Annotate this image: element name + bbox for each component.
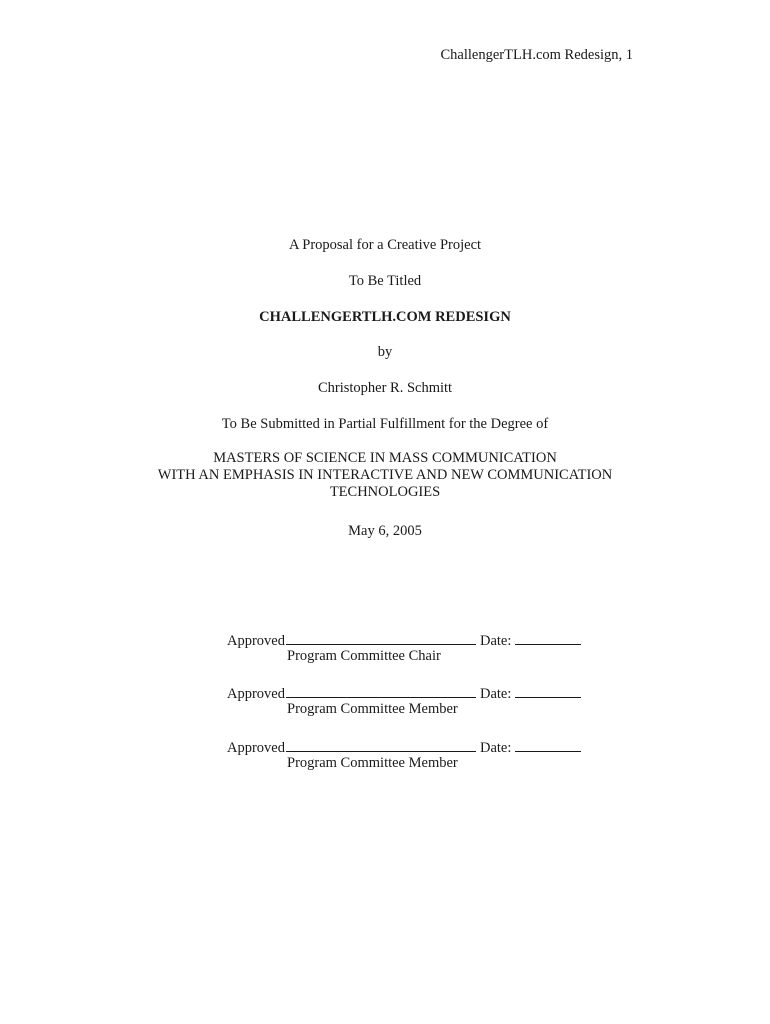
signature-line[interactable] (286, 737, 476, 752)
fulfillment-line: To Be Submitted in Partial Fulfillment for the Degree of (221, 416, 549, 432)
author-name: Christopher R. Schmitt (317, 380, 453, 396)
approved-label: Approved (227, 686, 285, 702)
degree-line-2: WITH AN EMPHASIS IN INTERACTIVE AND NEW COMMUNICATION (157, 467, 613, 483)
date-line[interactable] (515, 737, 581, 752)
committee-role: Program Committee Member (287, 755, 458, 771)
by-line: by (377, 344, 393, 360)
approved-label: Approved (227, 740, 285, 756)
date-label: Date: (480, 686, 512, 702)
titled-line: To Be Titled (348, 273, 422, 289)
running-header: ChallengerTLH.com Redesign, 1 (440, 47, 633, 63)
date-label: Date: (480, 740, 512, 756)
degree-block (0, 450, 770, 501)
proposal-line: A Proposal for a Creative Project (288, 237, 482, 253)
date-line[interactable] (515, 630, 581, 645)
degree-line-1: MASTERS OF SCIENCE IN MASS COMMUNICATION (213, 450, 557, 466)
degree-line-3: TECHNOLOGIES (329, 484, 441, 500)
committee-role: Program Committee Member (287, 701, 458, 717)
date-label: Date: (480, 633, 512, 649)
approval-block-member-1 (227, 683, 647, 719)
submission-date: May 6, 2005 (348, 523, 422, 539)
approval-block-chair (227, 630, 647, 666)
project-title: CHALLENGERTLH.COM REDESIGN (259, 309, 511, 325)
signature-line[interactable] (286, 630, 476, 645)
approval-block-member-2 (227, 737, 647, 773)
signature-line[interactable] (286, 683, 476, 698)
date-line[interactable] (515, 683, 581, 698)
approved-label: Approved (227, 633, 285, 649)
committee-role: Program Committee Chair (287, 648, 441, 664)
